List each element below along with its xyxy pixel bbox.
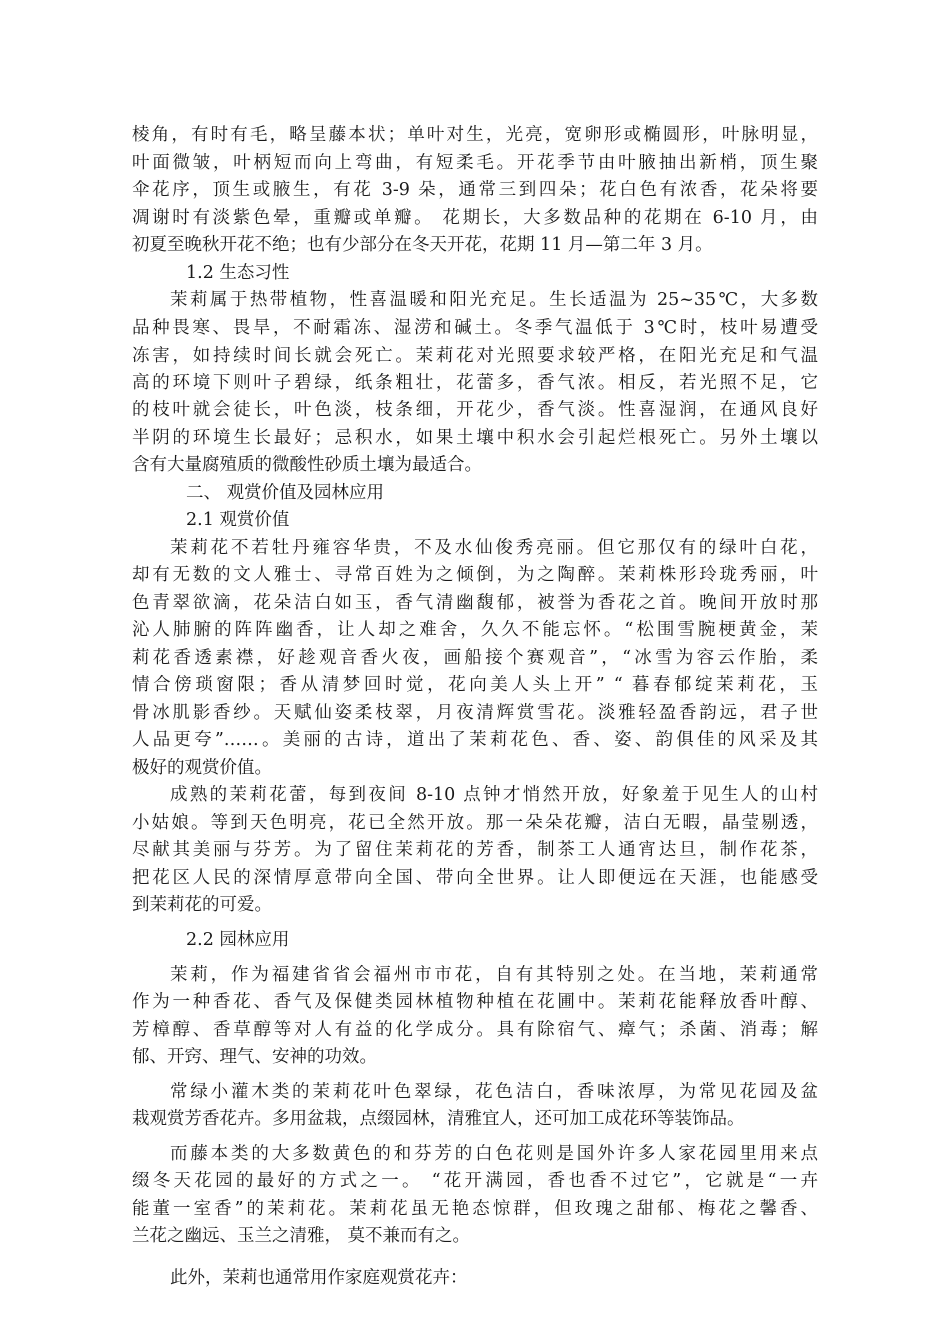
text-line: 色青翠欲滴，花朵洁白如玉，香气清幽馥郁，被誉为香花之首。晚间开放时那 — [132, 593, 818, 613]
text-line: 郁、开窍、理气、安神的功效。 — [132, 1047, 377, 1067]
text-line: 却有无数的文人雅士、寻常百姓为之倾倒，为之陶醉。茉莉株形玲珑秀丽，叶 — [132, 565, 818, 585]
text-line: 作为一种香花、香气及保健类园林植物种植在花圃中。茉莉花能释放香叶醇、 — [132, 992, 818, 1012]
text-line: 茉莉花不若牡丹雍容华贵，不及水仙俊秀亮丽。但它那仅有的绿叶白花， — [170, 538, 818, 558]
text-line: 尽献其美丽与芬芳。为了留住茉莉花的芳香，制茶工人通宵达旦，制作花茶， — [132, 840, 818, 860]
text-line: 叶面微皱，叶柄短而向上弯曲，有短柔毛。开花季节由叶腋抽出新梢，顶生聚 — [132, 153, 818, 173]
text-line: 茉莉属于热带植物，性喜温暖和阳光充足。生长适温为 25~35℃，大多数 — [170, 290, 818, 310]
text-line: 冻害，如持续时间长就会死亡。茉莉花对光照要求较严格，在阳光充足和气温 — [132, 346, 818, 366]
text-line: 情合傍琐窗限；香从清梦回时觉，花向美人头上开” “ 暮春郁绽茉莉花，玉 — [132, 675, 818, 695]
section-heading: 2.2 园林应用 — [186, 930, 290, 950]
text-line: 茉莉，作为福建省省会福州市市花，自有其特别之处。在当地，茉莉通常 — [170, 965, 818, 985]
section-heading: 2.1 观赏价值 — [186, 510, 290, 530]
text-line: 半阴的环境生长最好；忌积水，如果土壤中积水会引起烂根死亡。另外土壤以 — [132, 428, 818, 448]
text-line: 骨冰肌影香纱。天赋仙姿柔枝翠，月夜清辉赏雪花。淡雅轻盈香韵远，君子世 — [132, 703, 818, 723]
text-line: 缀冬天花园的最好的方式之一。 “花开满园，香也香不过它”，它就是“一卉 — [132, 1171, 818, 1191]
text-line: 极好的观赏价值。 — [132, 758, 272, 778]
text-line: 到茉莉花的可爱。 — [132, 895, 272, 915]
text-line: 把花区人民的深情厚意带向全国、带向全世界。让人即便远在天涯，也能感受 — [132, 868, 818, 888]
text-line: 小姑娘。等到天色明亮，花已全然开放。那一朵朵花瓣，洁白无暇，晶莹剔透， — [132, 813, 818, 833]
text-line: 人品更夸”……。美丽的古诗，道出了茉莉花色、香、姿、韵俱佳的风采及其 — [132, 730, 818, 750]
text-line: 成熟的茉莉花蕾，每到夜间 8-10 点钟才悄然开放，好象羞于见生人的山村 — [170, 785, 818, 805]
text-line: 沁人肺腑的阵阵幽香，让人却之难舍，久久不能忘怀。“松围雪腕梗黄金，茉 — [132, 620, 818, 640]
text-line: 凋谢时有淡紫色晕，重瓣或单瓣。 花期长，大多数品种的花期在 6-10 月，由 — [132, 208, 818, 228]
text-line: 伞花序，顶生或腋生，有花 3-9 朵，通常三到四朵；花白色有浓香，花朵将要 — [132, 180, 818, 200]
text-line: 而藤本类的大多数黄色的和芬芳的白色花则是国外许多人家花园里用来点 — [170, 1144, 818, 1164]
text-line: 的枝叶就会徒长，叶色淡，枝条细，开花少，香气淡。性喜湿润，在通风良好 — [132, 400, 818, 420]
text-line: 兰花之幽远、玉兰之清雅， 莫不兼而有之。 — [132, 1226, 471, 1246]
text-line: 此外，茉莉也通常用作家庭观赏花卉： — [170, 1268, 468, 1288]
section-heading: 二、 观赏价值及园林应用 — [186, 483, 385, 503]
text-line: 栽观赏芳香花卉。多用盆栽，点缀园林，清雅宜人，还可加工成花环等装饰品。 — [132, 1109, 745, 1129]
text-line: 棱角，有时有毛，略呈藤本状；单叶对生，光亮，宽卵形或椭圆形，叶脉明显， — [132, 125, 818, 145]
text-line: 初夏至晚秋开花不绝；也有少部分在冬天开花，花期 11 月—第二年 3 月。 — [132, 235, 713, 255]
text-line: 能董一室香”的茉莉花。茉莉花虽无艳态惊群，但玫瑰之甜郁、梅花之馨香、 — [132, 1199, 818, 1219]
section-heading: 1.2 生态习性 — [186, 263, 290, 283]
text-line: 莉花香透素襟，好趁观音香火夜，画船接个赛观音”，“冰雪为容云作胎，柔 — [132, 648, 818, 668]
text-line: 品种畏寒、畏旱，不耐霜冻、湿涝和碱土。冬季气温低于 3℃时，枝叶易遭受 — [132, 318, 818, 338]
text-line: 高的环境下则叶子碧绿，纸条粗壮，花蕾多，香气浓。相反，若光照不足，它 — [132, 373, 818, 393]
text-line: 常绿小灌木类的茉莉花叶色翠绿，花色洁白，香味浓厚，为常见花园及盆 — [170, 1082, 818, 1102]
text-line: 芳樟醇、香草醇等对人有益的化学成分。具有除宿气、瘴气；杀菌、消毒；解 — [132, 1020, 818, 1040]
text-line: 含有大量腐殖质的微酸性砂质土壤为最适合。 — [132, 455, 482, 475]
